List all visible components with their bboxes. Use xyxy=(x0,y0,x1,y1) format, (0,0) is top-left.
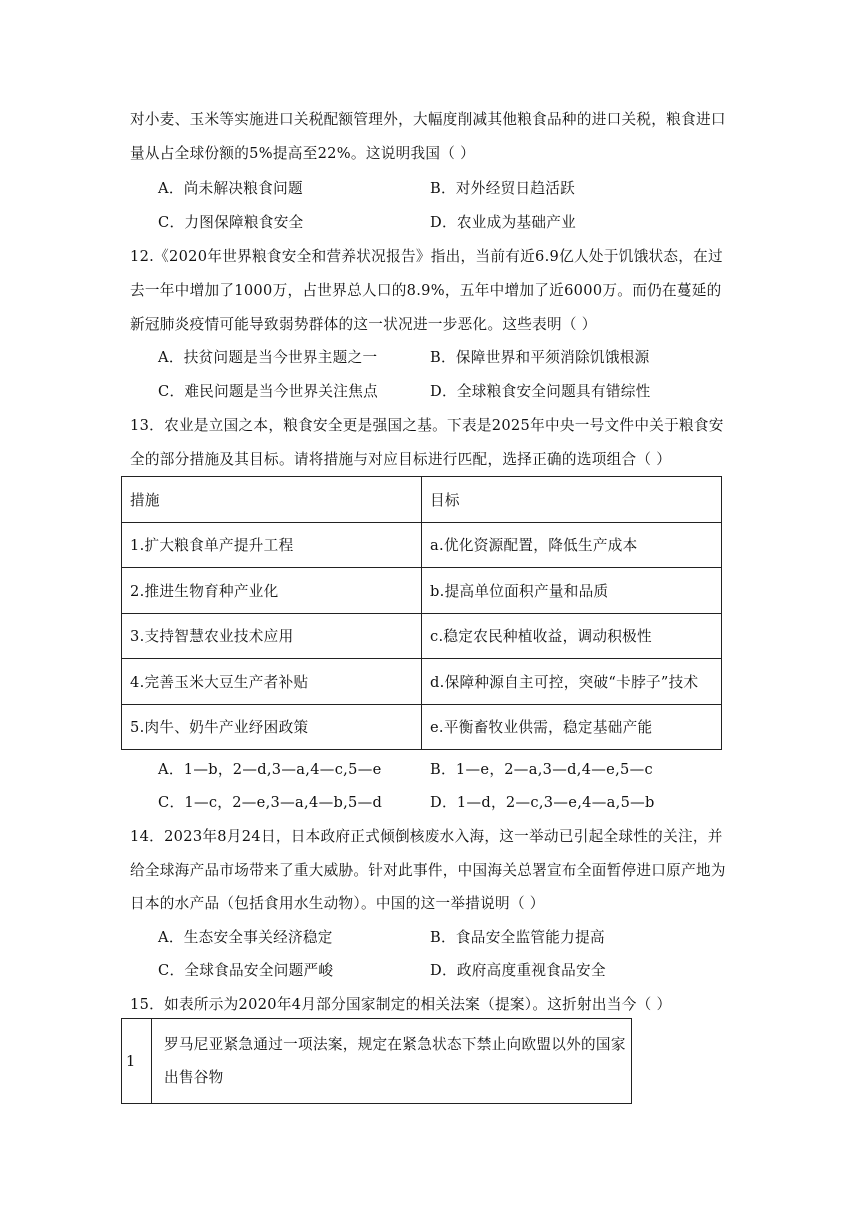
table-row xyxy=(122,522,722,568)
table-cell-measure: 3.支持智慧农业技术应用 xyxy=(122,613,422,659)
table-cell-measure: 1.扩大粮食单产提升工程 xyxy=(122,522,422,568)
q14-option-d[interactable]: D．政府高度重视食品安全 xyxy=(430,962,606,979)
table-cell-measure: 4.完善玉米大豆生产者补贴 xyxy=(122,659,422,705)
table-cell-measure: 5.肉牛、奶牛产业纾困政策 xyxy=(122,704,422,750)
table-header-row xyxy=(122,477,722,523)
q12-option-a[interactable]: A．扶贫问题是当今世界主题之一 xyxy=(158,349,378,366)
table-cell-goal: d.保障种源自主可控，突破“卡脖子”技术 xyxy=(422,659,722,705)
table-row xyxy=(122,568,722,614)
q11-option-d[interactable]: D．农业成为基础产业 xyxy=(430,214,577,231)
q11-option-a[interactable]: A．尚未解决粮食问题 xyxy=(158,180,303,197)
table-row xyxy=(122,1019,632,1104)
q12-option-b[interactable]: B．保障世界和平须消除饥饿根源 xyxy=(430,349,650,366)
q11-option-b[interactable]: B．对外经贸日趋活跃 xyxy=(430,180,576,197)
q13-stem-line-1: 13．农业是立国之本，粮食安全更是强国之基。下表是2025年中央一号文件中关于粮食安 xyxy=(130,417,724,434)
table-cell-measure: 2.推进生物育种产业化 xyxy=(122,568,422,614)
q13-option-b[interactable]: B．1—e，2—a,3—d,4—e,5—c xyxy=(430,761,654,778)
q12-stem-line-3: 新冠肺炎疫情可能导致弱势群体的这一状况进一步恶化。这些表明（ ） xyxy=(130,316,597,333)
q12-stem-line-2: 去一年中增加了1000万，占世界总人口的8.9%，五年中增加了近6000万。而仍在蔓延的 xyxy=(130,282,722,299)
table-row xyxy=(122,659,722,705)
q13-option-c[interactable]: C．1—c，2—e,3—a,4—b,5—d xyxy=(158,794,383,811)
table-cell-goal: b.提高单位面积产量和品质 xyxy=(422,568,722,614)
q11-stem-line-2: 量从占全球份额的5%提高至22%。这说明我国（ ） xyxy=(130,145,476,162)
table-header-goals: 目标 xyxy=(422,477,722,523)
q14-option-a[interactable]: A．生态安全事关经济稳定 xyxy=(158,929,333,946)
table-cell-goal: a.优化资源配置，降低生产成本 xyxy=(422,522,722,568)
table-cell-number: 1 xyxy=(122,1019,152,1104)
q14-stem-line-2: 给全球海产品市场带来了重大威胁。针对此事件，中国海关总署宣布全面暂停进口原产地为 xyxy=(130,862,726,879)
q13-option-a[interactable]: A．1—b，2—d,3—a,4—c,5—e xyxy=(158,761,382,778)
q13-option-d[interactable]: D．1—d，2—c,3—e,4—a,5—b xyxy=(430,794,655,811)
table-cell-text-line-1: 罗马尼亚紧急通过一项法案，规定在紧急状态下禁止向欧盟以外的国家 xyxy=(164,1036,626,1053)
q12-stem-line-1: 12.《2020年世界粮食安全和营养状况报告》指出，当前有近6.9亿人处于饥饿状态，在过 xyxy=(130,248,723,265)
q14-option-b[interactable]: B．食品安全监管能力提高 xyxy=(430,929,605,946)
q14-option-c[interactable]: C．全球食品安全问题严峻 xyxy=(158,962,334,979)
table-cell-goal: c.稳定农民种植收益，调动积极性 xyxy=(422,613,722,659)
table-header-measures: 措施 xyxy=(122,477,422,523)
q12-option-d[interactable]: D．全球粮食安全问题具有错综性 xyxy=(430,383,651,400)
q11-stem-line-1: 对小麦、玉米等实施进口关税配额管理外，大幅度削减其他粮食品种的进口关税，粮食进口 xyxy=(130,111,726,128)
q13-measures-table xyxy=(121,476,722,750)
table-cell-text-line-2: 出售谷物 xyxy=(164,1069,224,1086)
q14-stem-line-3: 日本的水产品（包括食用水生动物）。中国的这一举措说明（ ） xyxy=(130,895,545,912)
table-row xyxy=(122,613,722,659)
table-row xyxy=(122,704,722,750)
table-cell-text xyxy=(152,1019,632,1104)
q11-option-c[interactable]: C．力图保障粮食安全 xyxy=(158,214,304,231)
table-cell-goal: e.平衡畜牧业供需，稳定基础产能 xyxy=(422,704,722,750)
q13-stem-line-2: 全的部分措施及其目标。请将措施与对应目标进行匹配，选择正确的选项组合（ ） xyxy=(130,451,672,468)
q15-stem-line-1: 15．如表所示为2020年4月部分国家制定的相关法案（提案）。这折射出当今（ ） xyxy=(130,996,672,1013)
q15-laws-table xyxy=(121,1018,632,1104)
q14-stem-line-1: 14．2023年8月24日，日本政府正式倾倒核废水入海，这一举动已引起全球性的关注，并 xyxy=(130,828,723,845)
q12-option-c[interactable]: C．难民问题是当今世界关注焦点 xyxy=(158,383,378,400)
